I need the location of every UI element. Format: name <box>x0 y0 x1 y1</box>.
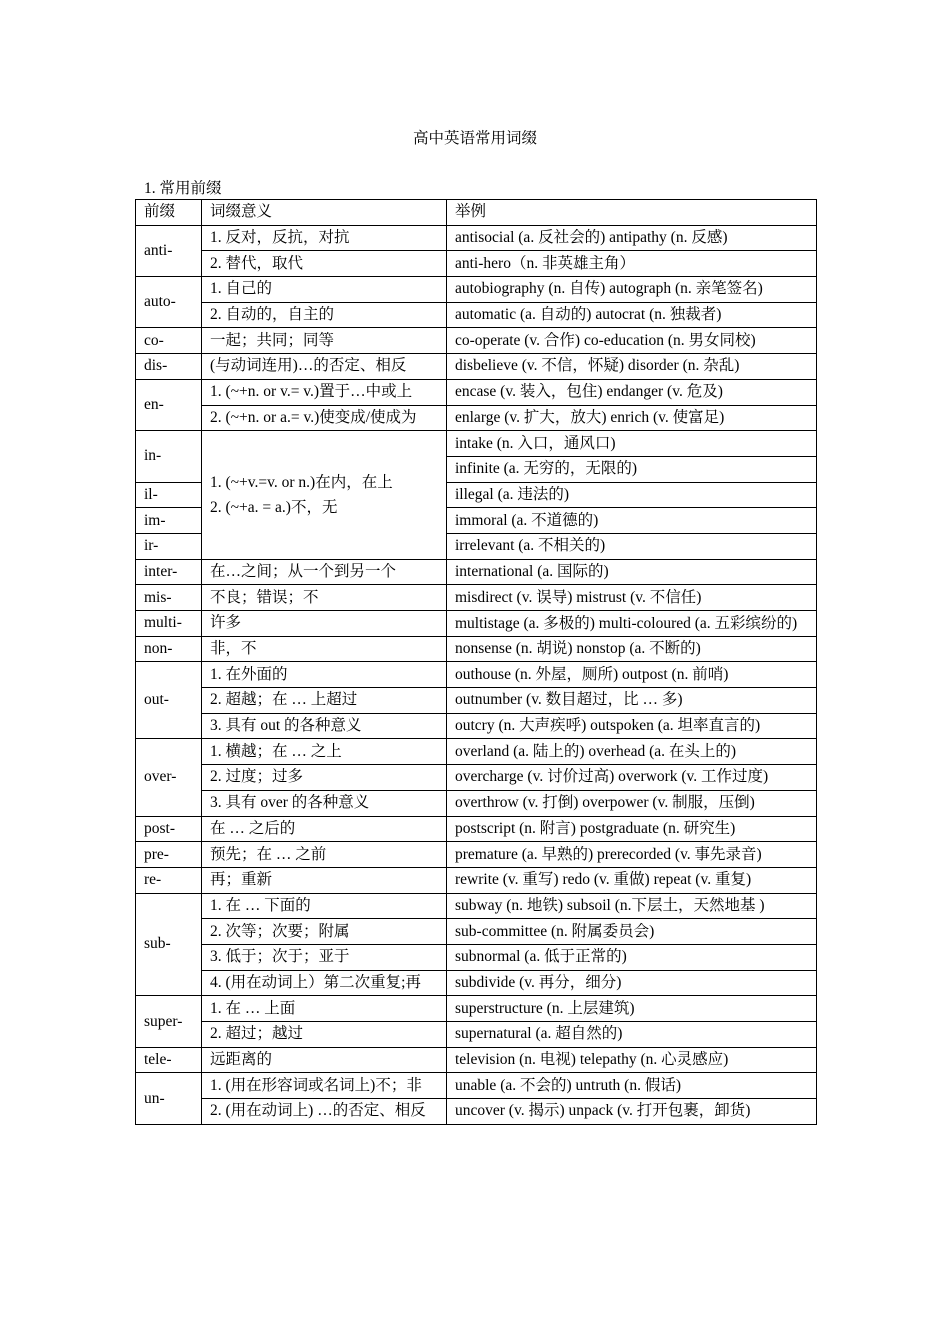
table-row <box>136 1099 817 1125</box>
table-row <box>136 1047 817 1073</box>
example-cell: international (a. 国际的) <box>447 559 817 585</box>
table-row <box>136 302 817 328</box>
example-cell: irrelevant (a. 不相关的) <box>447 533 817 559</box>
prefix-cell: un- <box>136 1073 202 1124</box>
meaning-cell: 1. 在外面的 <box>202 662 447 688</box>
example-cell: anti-hero（n. 非英雄主角） <box>447 251 817 277</box>
prefix-cell: en- <box>136 379 202 430</box>
table-row <box>136 790 817 816</box>
meaning-cell: 1. 反对，反抗，对抗 <box>202 225 447 251</box>
table-row <box>136 713 817 739</box>
table-row <box>136 611 817 637</box>
header-prefix: 前缀 <box>136 200 202 226</box>
example-cell: supernatural (a. 超自然的) <box>447 1022 817 1048</box>
meaning-cell: (与动词连用)…的否定、相反 <box>202 354 447 380</box>
prefix-cell: multi- <box>136 611 202 637</box>
header-meaning: 词缀意义 <box>202 200 447 226</box>
example-cell: premature (a. 早熟的) prerecorded (v. 事先录音) <box>447 842 817 868</box>
example-cell: outnumber (v. 数目超过，比 … 多) <box>447 688 817 714</box>
table-row <box>136 970 817 996</box>
meaning-cell <box>202 431 447 559</box>
prefix-cell: anti- <box>136 225 202 276</box>
table-row <box>136 225 817 251</box>
table-row <box>136 893 817 919</box>
section-heading: 1. 常用前缀 <box>144 180 222 197</box>
table-row <box>136 277 817 303</box>
example-cell: rewrite (v. 重写) redo (v. 重做) repeat (v. 重复) <box>447 867 817 893</box>
meaning-cell: 1. 在 … 下面的 <box>202 893 447 919</box>
prefix-cell: ir- <box>136 533 202 559</box>
page-title: 高中英语常用词缀 <box>412 130 537 147</box>
example-cell: multistage (a. 多极的) multi-coloured (a. 五彩缤纷的) <box>447 611 817 637</box>
prefix-cell: dis- <box>136 354 202 380</box>
example-cell: co-operate (v. 合作) co-education (n. 男女同校) <box>447 328 817 354</box>
meaning-line: 1. (~+v.=v. or n.)在内，在上 <box>210 473 393 491</box>
example-cell: postscript (n. 附言) postgraduate (n. 研究生) <box>447 816 817 842</box>
table-row <box>136 328 817 354</box>
meaning-cell: 在…之间；从一个到另一个 <box>202 559 447 585</box>
example-cell: superstructure (n. 上层建筑) <box>447 996 817 1022</box>
meaning-cell: 再；重新 <box>202 867 447 893</box>
example-cell: disbelieve (v. 不信，怀疑) disorder (n. 杂乱) <box>447 354 817 380</box>
table-row <box>136 1022 817 1048</box>
example-cell: outhouse (n. 外屋，厕所) outpost (n. 前哨) <box>447 662 817 688</box>
header-example: 举例 <box>447 200 817 226</box>
example-cell: misdirect (v. 误导) mistrust (v. 不信任) <box>447 585 817 611</box>
example-cell: outcry (n. 大声疾呼) outspoken (a. 坦率直言的) <box>447 713 817 739</box>
table-header-row <box>136 200 817 226</box>
table-row <box>136 867 817 893</box>
meaning-cell: 预先；在 … 之前 <box>202 842 447 868</box>
meaning-cell: 3. 具有 over 的各种意义 <box>202 790 447 816</box>
example-cell: nonsense (n. 胡说) nonstop (a. 不断的) <box>447 636 817 662</box>
example-cell: subdivide (v. 再分，细分) <box>447 970 817 996</box>
meaning-cell: 许多 <box>202 611 447 637</box>
example-cell: overcharge (v. 讨价过高) overwork (v. 工作过度) <box>447 765 817 791</box>
example-cell: overthrow (v. 打倒) overpower (v. 制服，压倒) <box>447 790 817 816</box>
table-row <box>136 379 817 405</box>
meaning-cell: 4. (用在动词上）第二次重复;再 <box>202 970 447 996</box>
example-cell: encase (v. 装入，包住) endanger (v. 危及) <box>447 379 817 405</box>
prefix-cell: pre- <box>136 842 202 868</box>
meaning-cell: 3. 低于；次于；亚于 <box>202 944 447 970</box>
example-cell: automatic (a. 自动的) autocrat (n. 独裁者) <box>447 302 817 328</box>
meaning-cell: 3. 具有 out 的各种意义 <box>202 713 447 739</box>
example-cell: illegal (a. 违法的) <box>447 482 817 508</box>
prefix-cell: il- <box>136 482 202 508</box>
prefix-cell: mis- <box>136 585 202 611</box>
table-row <box>136 816 817 842</box>
table-row <box>136 944 817 970</box>
meaning-cell: 2. 超越；在 … 上超过 <box>202 688 447 714</box>
example-cell: uncover (v. 揭示) unpack (v. 打开包裹，卸货) <box>447 1099 817 1125</box>
prefix-cell: in- <box>136 431 202 482</box>
prefix-cell: super- <box>136 996 202 1047</box>
table-row <box>136 1073 817 1099</box>
table-row <box>136 251 817 277</box>
meaning-cell: 不良；错误；不 <box>202 585 447 611</box>
prefix-cell: co- <box>136 328 202 354</box>
meaning-cell: 2. 次等；次要；附属 <box>202 919 447 945</box>
example-cell: overland (a. 陆上的) overhead (a. 在头上的) <box>447 739 817 765</box>
example-cell: intake (n. 入口，通风口) <box>447 431 817 457</box>
meaning-cell: 1. (用在形容词或名词上)不；非 <box>202 1073 447 1099</box>
meaning-cell: 1. (~+n. or v.= v.)置于…中或上 <box>202 379 447 405</box>
example-cell: enlarge (v. 扩大，放大) enrich (v. 使富足) <box>447 405 817 431</box>
meaning-cell: 2. (用在动词上) …的否定、相反 <box>202 1099 447 1125</box>
example-cell: immoral (a. 不道德的) <box>447 508 817 534</box>
meaning-cell: 非，不 <box>202 636 447 662</box>
prefix-table <box>135 199 817 1125</box>
meaning-cell: 1. 自己的 <box>202 277 447 303</box>
table-row <box>136 354 817 380</box>
table-row <box>136 585 817 611</box>
table-row <box>136 662 817 688</box>
table-row <box>136 559 817 585</box>
example-cell: subnormal (a. 低于正常的) <box>447 944 817 970</box>
example-cell: sub-committee (n. 附属委员会) <box>447 919 817 945</box>
table-row <box>136 636 817 662</box>
meaning-line: 2. (~+a. = a.)不，无 <box>210 498 338 516</box>
table-row <box>136 842 817 868</box>
example-cell: infinite (a. 无穷的，无限的) <box>447 456 817 482</box>
meaning-cell: 一起；共同；同等 <box>202 328 447 354</box>
example-cell: antisocial (a. 反社会的) antipathy (n. 反感) <box>447 225 817 251</box>
meaning-cell: 2. 过度；过多 <box>202 765 447 791</box>
meaning-cell: 1. 横越；在 … 之上 <box>202 739 447 765</box>
meaning-cell: 2. 替代，取代 <box>202 251 447 277</box>
meaning-cell: 在 … 之后的 <box>202 816 447 842</box>
table-row <box>136 739 817 765</box>
prefix-cell: sub- <box>136 893 202 996</box>
table-row <box>136 996 817 1022</box>
example-cell: unable (a. 不会的) untruth (n. 假话) <box>447 1073 817 1099</box>
prefix-cell: im- <box>136 508 202 534</box>
example-cell: television (n. 电视) telepathy (n. 心灵感应) <box>447 1047 817 1073</box>
table-row <box>136 688 817 714</box>
meaning-cell: 2. 自动的，自主的 <box>202 302 447 328</box>
prefix-cell: non- <box>136 636 202 662</box>
prefix-cell: auto- <box>136 277 202 328</box>
table-row <box>136 405 817 431</box>
prefix-cell: inter- <box>136 559 202 585</box>
table-row <box>136 919 817 945</box>
prefix-cell: post- <box>136 816 202 842</box>
prefix-cell: re- <box>136 867 202 893</box>
example-cell: autobiography (n. 自传) autograph (n. 亲笔签名) <box>447 277 817 303</box>
meaning-cell: 远距离的 <box>202 1047 447 1073</box>
prefix-cell: out- <box>136 662 202 739</box>
table-row <box>136 765 817 791</box>
prefix-cell: tele- <box>136 1047 202 1073</box>
example-cell: subway (n. 地铁) subsoil (n.下层土，天然地基 ) <box>447 893 817 919</box>
meaning-cell: 2. 超过；越过 <box>202 1022 447 1048</box>
table-row <box>136 431 817 457</box>
meaning-cell: 2. (~+n. or a.= v.)使变成/使成为 <box>202 405 447 431</box>
prefix-cell: over- <box>136 739 202 816</box>
meaning-cell: 1. 在 … 上面 <box>202 996 447 1022</box>
